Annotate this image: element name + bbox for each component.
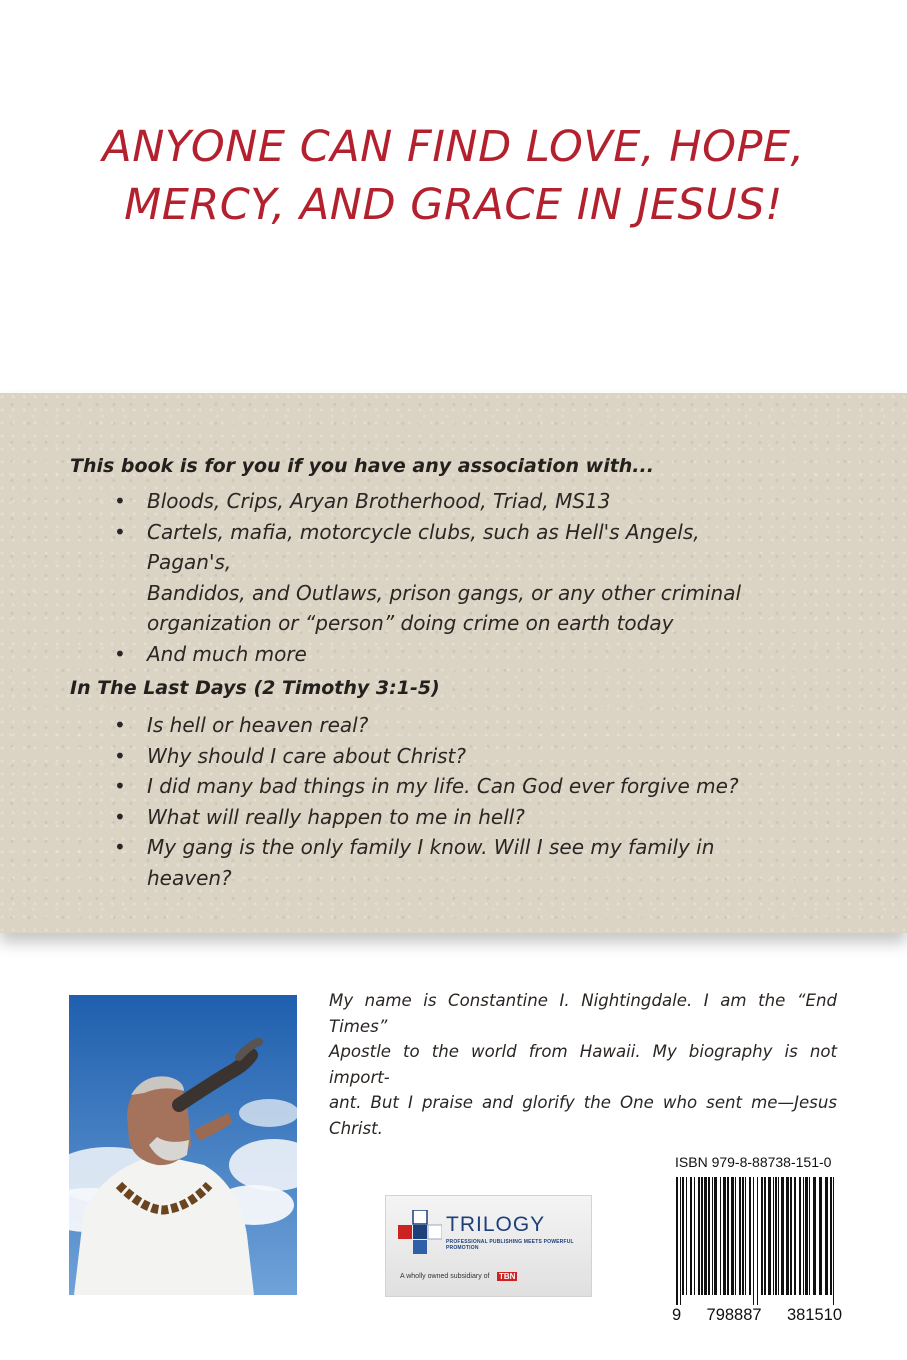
bullet-icon: • [114, 519, 126, 544]
barcode-bar [742, 1177, 744, 1295]
barcode-bar [731, 1177, 734, 1295]
barcode-bar [773, 1177, 774, 1295]
trilogy-cross-icon [398, 1210, 442, 1268]
bullet-icon: • [114, 835, 126, 859]
bio-line: My name is Constantine I. Nightingdale. I am the “End Times” [329, 991, 837, 1036]
barcode-digit-group: 381510 [786, 1306, 842, 1324]
list-item: • My gang is the only family I know. Will I see my family in heaven? [70, 832, 790, 893]
list-item: • And much more [70, 639, 790, 670]
barcode-digit-group: 798887 [706, 1306, 762, 1324]
bullet-icon: • [114, 641, 126, 666]
barcode-bar [735, 1177, 736, 1295]
bullet-icon: • [114, 743, 126, 768]
barcode-bar [803, 1177, 804, 1295]
barcode-bar [764, 1177, 766, 1295]
author-photo [69, 995, 297, 1295]
barcode-bar [694, 1177, 695, 1295]
publisher-tagline: PROFESSIONAL PUBLISHING MEETS POWERFUL PROMOTION [446, 1239, 574, 1251]
barcode-bar [813, 1177, 816, 1295]
association-heading: This book is for you if you have any association with... [70, 455, 654, 477]
parchment-panel [0, 393, 907, 933]
barcode-bar [753, 1177, 754, 1305]
barcode-bar [727, 1177, 729, 1295]
barcode-digit-group: 9 [672, 1306, 682, 1324]
barcode-bar [680, 1177, 681, 1305]
bullet-icon: • [114, 489, 126, 513]
barcode-bar [690, 1177, 692, 1295]
headline-line-1: ANYONE CAN FIND LOVE, HOPE, [102, 122, 805, 172]
cover-headline [0, 118, 907, 234]
barcode-bar [778, 1177, 779, 1295]
barcode-bar [757, 1177, 758, 1305]
isbn-label: ISBN 979-8-88738-151-0 [675, 1154, 832, 1170]
barcode-bar [720, 1177, 721, 1295]
barcode-bar [833, 1177, 834, 1305]
publisher-name: TRILOGY [446, 1213, 546, 1236]
barcode-bar [790, 1177, 792, 1295]
bullet-icon: • [114, 804, 126, 829]
barcode-bar [698, 1177, 700, 1295]
barcode-bar [799, 1177, 801, 1295]
bio-line: Apostle to the world from Hawaii. My biography is not import- [329, 1042, 837, 1087]
barcode-bar [676, 1177, 678, 1305]
barcode-bar [819, 1177, 822, 1295]
headline-line-2: MERCY, AND GRACE IN JESUS! [124, 180, 783, 230]
list-item: • I did many bad things in my life. Can God ever forgive me? [70, 771, 790, 802]
barcode-bar [686, 1177, 687, 1295]
tbn-logo: TBN [499, 1272, 516, 1281]
author-photo-illustration [69, 995, 297, 1295]
barcode-bar [761, 1177, 763, 1295]
barcode-bar [805, 1177, 808, 1295]
publisher-logo [385, 1195, 592, 1297]
barcode-bar [682, 1177, 684, 1295]
barcode-bar [830, 1177, 832, 1295]
barcode-bar [712, 1177, 713, 1295]
list-item: • Is hell or heaven real? [70, 710, 790, 741]
barcode-bar [794, 1177, 796, 1295]
barcode-bar [714, 1177, 717, 1295]
list-item: • Why should I care about Christ? [70, 741, 790, 772]
barcode-bar [723, 1177, 726, 1295]
barcode-bar [809, 1177, 810, 1295]
list-item: • Cartels, mafia, motorcycle clubs, such as Hell's Angels, Pagan's, Bandidos, and Outlaws, prison gangs, or any other criminal organization or “person” doing crime on earth today [70, 517, 790, 639]
association-list [70, 486, 790, 669]
barcode-bar [775, 1177, 777, 1295]
barcode-digits [672, 1306, 842, 1325]
bullet-icon: • [114, 713, 126, 737]
publisher-subsidiary: A wholly owned subsidiary of [400, 1273, 490, 1280]
list-item: • Bloods, Crips, Aryan Brotherhood, Triad, MS13 [70, 486, 790, 517]
last-days-heading: In The Last Days (2 Timothy 3:1-5) [70, 677, 440, 699]
bio-line: ant. But I praise and glorify the One who sent me—Jesus Christ. [329, 1093, 837, 1138]
barcode-bar [704, 1177, 707, 1295]
barcode-bar [701, 1177, 703, 1295]
barcode-bar [749, 1177, 751, 1295]
list-item: • What will really happen to me in hell? [70, 802, 790, 833]
questions-list [70, 710, 790, 893]
bullet-icon: • [114, 774, 126, 798]
barcode-bar [786, 1177, 789, 1295]
barcode-bar [825, 1177, 828, 1295]
isbn-barcode [674, 1177, 840, 1305]
barcode-bar [708, 1177, 710, 1295]
barcode-bar [745, 1177, 746, 1295]
barcode-bar [781, 1177, 784, 1295]
author-bio [329, 988, 837, 1141]
barcode-bar [768, 1177, 771, 1295]
barcode-bar [739, 1177, 741, 1295]
